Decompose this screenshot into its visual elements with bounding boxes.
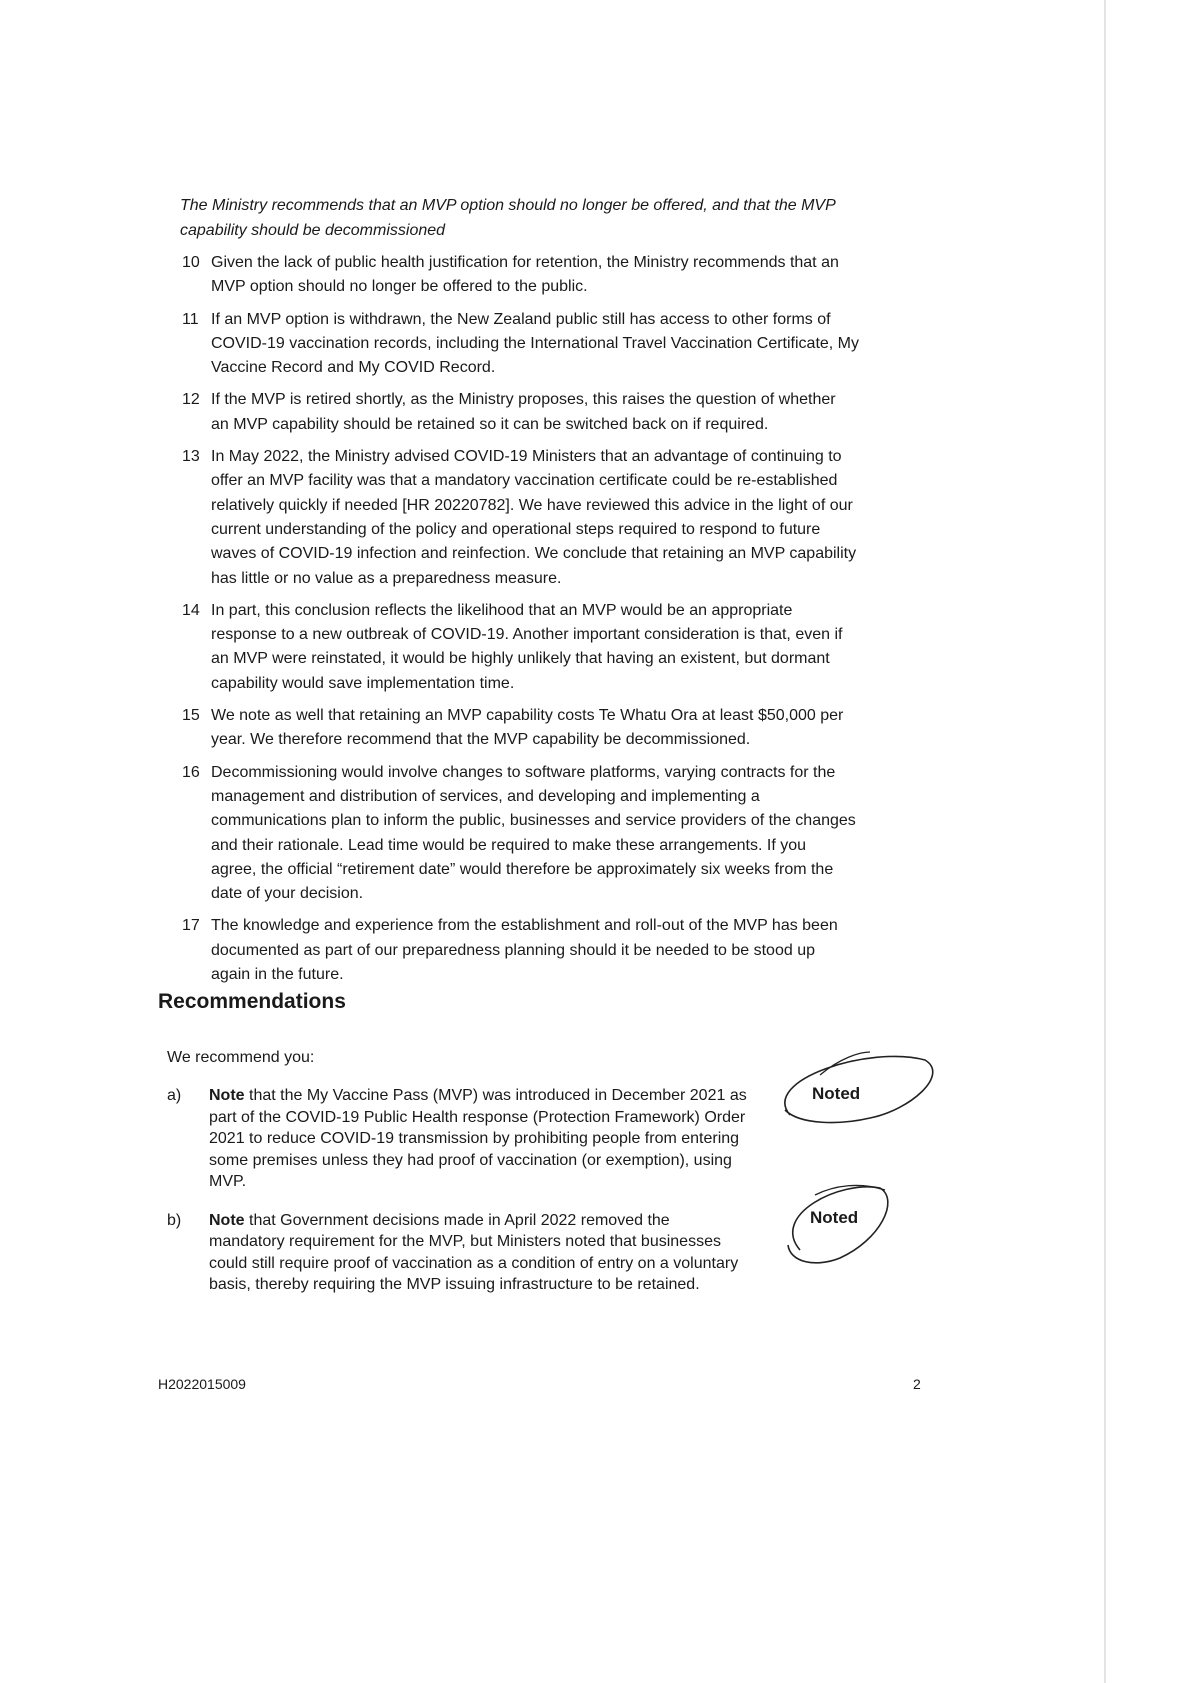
rec-line: some premises unless they had proof of vaccination (or exemption), using [209,1151,732,1169]
numbered-paragraph [182,914,859,987]
paragraph-line: response to a new outbreak of COVID-19. Another important consideration is that, even if [211,626,843,644]
rec-line: part of the COVID-19 Public Health response (Protection Framework) Order [209,1108,746,1126]
paragraph-line: waves of COVID-19 infection and reinfection. We conclude that retaining an MVP capability [211,545,857,563]
paragraph-line: an MVP were reinstated, it would be highly unlikely that having an existent, but dormant [211,650,830,668]
paragraph-number: 14 [182,601,200,619]
paragraph-number: 10 [182,254,200,271]
rec-line: could still require proof of vaccination as a condition of entry on a voluntary [209,1254,739,1272]
noted-annotation-b: Noted [810,1208,859,1227]
paragraph-line: Decommissioning would involve changes to software platforms, varying contracts for the [211,763,836,781]
rec-letter: a) [167,1087,182,1104]
rec-line: MVP. [209,1173,247,1190]
paragraph-line: offer an MVP facility was that a mandatory vaccination certificate could be re-established [211,472,838,490]
paragraph-line: COVID-19 vaccination records, including the International Travel Vaccination Certificate, My [211,334,860,352]
rec-text: that Government decisions made in April 2022 removed the [244,1211,670,1229]
rec-letter: b) [167,1211,182,1229]
rec-line: mandatory requirement for the MVP, but Ministers noted that businesses [209,1233,721,1250]
document-reference: H2022015009 [158,1376,246,1392]
paragraph-line: again in the future. [211,966,344,984]
rec-line: basis, thereby requiring the MVP issuing infrastructure to be retained. [209,1276,700,1293]
numbered-paragraph [182,308,859,381]
rec-text: that the My Vaccine Pass (MVP) was introduced in December 2021 as [244,1087,747,1104]
recommendations-lead: We recommend you: [167,1049,315,1066]
rec-line: 2021 to reduce COVID-19 transmission by prohibiting people from entering [209,1130,740,1147]
paragraph-number: 11 [182,310,199,328]
recommendations-heading: Recommendations [158,990,346,1013]
paragraph-line: relatively quickly if needed [HR 20220782]. We have reviewed this advice in the light of our [211,496,853,514]
paragraph-number: 12 [182,391,200,409]
intro-line: capability should be decommissioned [180,222,446,239]
paragraph-number: 17 [182,917,200,935]
paragraph-line: documented as part of our preparedness planning should it be needed to be stood up [211,941,815,959]
paragraph-line: agree, the official “retirement date” would therefore be approximately six weeks from the [211,860,834,878]
numbered-paragraph [182,599,859,696]
numbered-paragraph [182,251,859,300]
rec-bold: Note [209,1087,245,1104]
intro-line: The Ministry recommends that an MVP option should no longer be offered, and that the MVP [180,197,836,214]
paragraph-number: 16 [182,763,200,781]
paragraph-line: date of your decision. [211,885,364,903]
paragraph-line: If an MVP option is withdrawn, the New Zealand public still has access to other forms of [211,310,831,328]
section-intro-heading [180,193,836,243]
paragraph-line: The knowledge and experience from the establishment and roll-out of the MVP has been [211,917,838,935]
paragraph-line: current understanding of the policy and operational steps required to respond to future [211,520,821,538]
recommendation-a [167,1085,799,1193]
recommendations-list [167,1047,799,1313]
page-number: 2 [913,1376,921,1392]
numbered-paragraph [182,388,859,437]
paragraph-line: year. We therefore recommend that the MVP capability be decommissioned. [211,731,751,749]
page-edge [1104,0,1106,1683]
paragraph-line: If the MVP is retired shortly, as the Ministry proposes, this raises the question of whether [211,391,836,409]
paragraph-line: communications plan to inform the public, businesses and service providers of the changes [211,812,856,830]
numbered-paragraph [182,704,859,753]
paragraph-number: 13 [182,448,200,466]
paragraph-line: We note as well that retaining an MVP capability costs Te Whatu Ora at least $50,000 per [211,707,844,725]
paragraph-line: management and distribution of services, and developing and implementing a [211,787,760,805]
paragraph-line: an MVP capability should be retained so it can be switched back on if required. [211,415,769,433]
numbered-paragraph [182,761,859,907]
paragraph-line: In part, this conclusion reflects the likelihood that an MVP would be an appropriate [211,601,793,619]
numbered-paragraph [182,445,859,591]
noted-annotation-a: Noted [812,1084,861,1103]
paragraph-line: MVP option should no longer be offered to the public. [211,278,588,296]
paragraph-line: Vaccine Record and My COVID Record. [211,359,496,377]
rec-bold: Note [209,1211,245,1229]
paragraph-line: capability would save implementation time. [211,674,515,692]
paragraph-line: and their rationale. Lead time would be required to make these arrangements. If you [211,836,807,854]
paragraph-line: Given the lack of public health justification for retention, the Ministry recommends that an [211,254,839,271]
paragraph-line: In May 2022, the Ministry advised COVID-19 Ministers that an advantage of continuing to [211,448,842,466]
paragraph-number: 15 [182,707,200,725]
numbered-paragraphs [182,251,859,995]
recommendation-b [167,1210,799,1296]
paragraph-line: has little or no value as a preparedness measure. [211,569,562,587]
